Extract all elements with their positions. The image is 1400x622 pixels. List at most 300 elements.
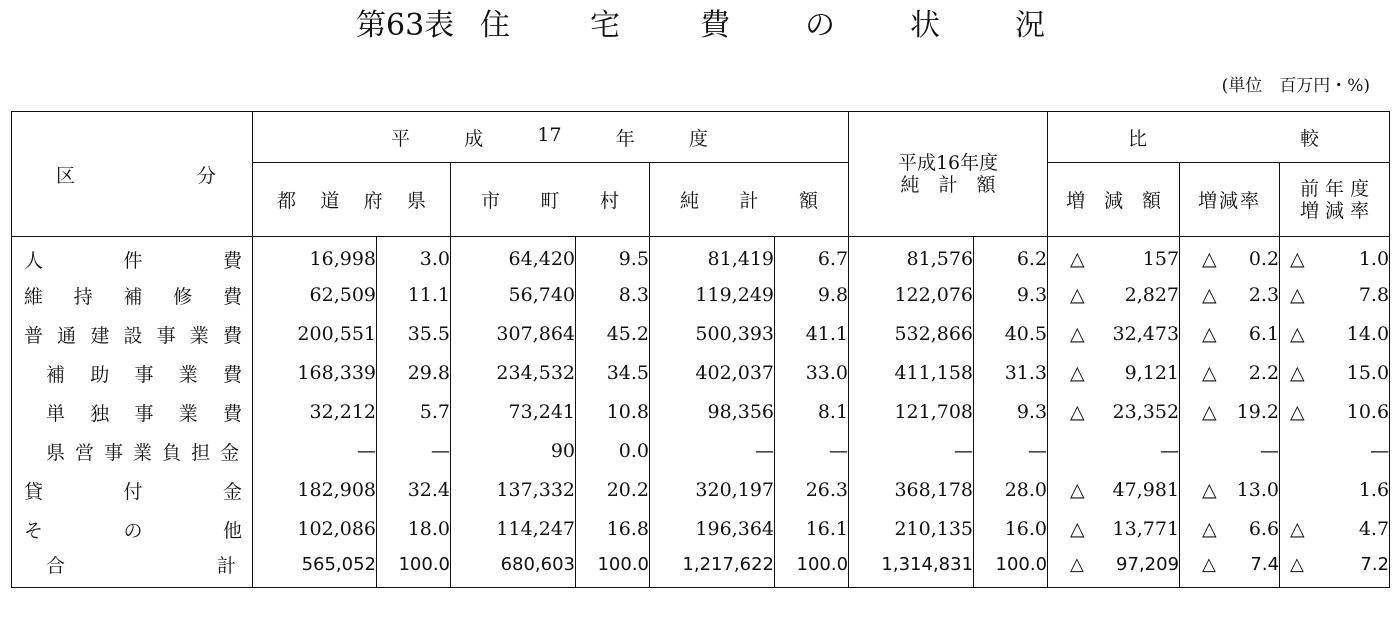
- cell-value: 9.8: [817, 284, 849, 306]
- cell-prev-pct: [974, 471, 1048, 510]
- cell-net: [650, 237, 775, 276]
- row-label-char: 計: [216, 555, 236, 578]
- cell-value: 11.1: [407, 284, 450, 306]
- row-label-char: の: [123, 519, 143, 542]
- cell-value: 15.0: [1346, 362, 1390, 384]
- cell-net: [650, 549, 775, 588]
- cell-value: 23,352: [1112, 401, 1180, 423]
- cell-value: 2,827: [1124, 284, 1180, 306]
- cell-value: 16.1: [805, 518, 849, 540]
- cell-value: —: [1260, 440, 1280, 462]
- cell-muni: [451, 432, 576, 471]
- header-text: 較: [1300, 127, 1320, 150]
- row-label-char: 費: [222, 249, 242, 272]
- cell-value: 102,086: [297, 518, 376, 540]
- row-label-char: 件: [123, 249, 143, 272]
- cell-pref: [253, 510, 377, 549]
- header-text: 府: [363, 190, 383, 212]
- cell-net-pct: [775, 549, 849, 588]
- cell-value: 234,532: [496, 362, 575, 384]
- table-row: [12, 471, 1390, 510]
- cell-prev: [849, 315, 974, 354]
- cell-pref: [253, 354, 377, 393]
- unit-note: (単位 百万円・%): [1221, 76, 1370, 96]
- cell-prev: [849, 471, 974, 510]
- cell-prev-pct: [974, 432, 1048, 471]
- cell-muni: [451, 393, 576, 432]
- row-label-char: 設: [123, 324, 143, 347]
- cell-pref-pct: [377, 393, 451, 432]
- row-label-char: 業: [133, 441, 159, 464]
- cell-value: 100.0: [796, 554, 849, 576]
- cell-value: 500,393: [695, 323, 774, 345]
- cell-diff: [1048, 276, 1180, 315]
- header-prefectures: [253, 163, 451, 237]
- cell-value: 81,419: [707, 248, 774, 271]
- cell-value: 411,158: [894, 362, 974, 384]
- cell-diff: [1048, 549, 1180, 588]
- cell-value: 1,217,622: [682, 554, 774, 576]
- row-label-char: 費: [222, 363, 242, 386]
- cell-rate: [1180, 354, 1280, 393]
- title-char: の: [805, 8, 835, 43]
- cell-yoy: [1280, 432, 1390, 471]
- cell-value: 32,473: [1112, 323, 1180, 345]
- cell-value: 100.0: [597, 554, 649, 576]
- cell-muni: [451, 354, 576, 393]
- cell-net: [650, 393, 775, 432]
- cell-value: 368,178: [894, 479, 974, 501]
- cell-value: 34.5: [606, 362, 649, 384]
- cell-net-pct: [775, 432, 849, 471]
- negative-marker: △: [1070, 248, 1085, 271]
- cell-value: 9.5: [618, 248, 649, 271]
- row-label-char: 金: [220, 441, 246, 464]
- row-label-char: 人: [24, 249, 44, 272]
- cell-value: 73,241: [508, 401, 575, 423]
- cell-value: 16.0: [1004, 518, 1048, 540]
- title-char: 況: [1015, 8, 1045, 43]
- cell-value: 64,420: [508, 248, 575, 271]
- header-text: 純 計 額: [900, 174, 996, 196]
- page-title: [0, 4, 1400, 48]
- header-text: 前 年 度: [1300, 177, 1370, 200]
- cell-value: 210,135: [894, 518, 974, 540]
- cell-yoy: [1280, 276, 1390, 315]
- row-label-char: 事: [134, 363, 154, 386]
- row-label-char: 担: [191, 441, 217, 464]
- cell-value: 20.2: [606, 479, 649, 501]
- cell-value: 10.8: [606, 401, 649, 423]
- row-label-char: 業: [178, 402, 198, 425]
- header-text: 平: [391, 127, 411, 150]
- cell-net-pct: [775, 471, 849, 510]
- cell-net: [650, 471, 775, 510]
- negative-marker: △: [1290, 323, 1305, 345]
- negative-marker: △: [1070, 401, 1085, 423]
- header-text: 県: [406, 190, 426, 212]
- row-label-char: 業: [178, 363, 198, 386]
- cell-rate: [1180, 276, 1280, 315]
- table-row: [12, 237, 1390, 276]
- cell-value: —: [954, 440, 974, 462]
- cell-value: 14.0: [1346, 323, 1390, 345]
- header-text: 平成16年度: [897, 152, 999, 174]
- row-label-char: 独: [90, 402, 110, 425]
- cell-pref-pct: [377, 510, 451, 549]
- negative-marker: △: [1070, 479, 1085, 501]
- cell-pref-pct: [377, 276, 451, 315]
- negative-marker: △: [1202, 362, 1217, 384]
- cell-value: 13,771: [1112, 518, 1180, 540]
- cell-value: 6.2: [1016, 248, 1048, 271]
- row-label: [12, 315, 253, 354]
- cell-value: 2.2: [1248, 362, 1280, 384]
- cell-value: 18.0: [407, 518, 450, 540]
- cell-pref: [253, 549, 377, 588]
- cell-diff: [1048, 432, 1180, 471]
- cell-yoy: [1280, 237, 1390, 276]
- row-label: [12, 393, 253, 432]
- cell-value: 32.4: [407, 479, 450, 501]
- cell-value: 6.1: [1248, 323, 1280, 345]
- cell-muni-pct: [576, 276, 650, 315]
- cell-yoy: [1280, 471, 1390, 510]
- cell-value: 8.3: [618, 284, 649, 306]
- cell-value: 4.7: [1358, 518, 1390, 540]
- cell-rate: [1180, 315, 1280, 354]
- cell-prev: [849, 510, 974, 549]
- row-label-char: 事: [156, 324, 176, 347]
- negative-marker: △: [1290, 554, 1304, 576]
- cell-value: —: [1028, 440, 1048, 462]
- cell-muni: [451, 315, 576, 354]
- cell-diff: [1048, 315, 1180, 354]
- cell-value: 26.3: [805, 479, 849, 501]
- cell-value: 13.0: [1236, 479, 1280, 501]
- table-row: [12, 276, 1390, 315]
- row-label: [12, 432, 253, 471]
- row-label-char: 付: [123, 480, 143, 503]
- negative-marker: △: [1290, 284, 1305, 306]
- header-text: 増: [1066, 190, 1086, 212]
- cell-muni: [451, 549, 576, 588]
- cell-prev: [849, 549, 974, 588]
- cell-rate: [1180, 237, 1280, 276]
- cell-diff: [1048, 237, 1180, 276]
- cell-value: 45.2: [606, 323, 649, 345]
- cell-value: —: [1370, 440, 1390, 462]
- cell-prev: [849, 393, 974, 432]
- cell-net: [650, 315, 775, 354]
- row-label-char: 県: [46, 441, 72, 464]
- row-label-char: 事: [104, 441, 130, 464]
- cell-prev-pct: [974, 510, 1048, 549]
- header-text: 減: [1104, 190, 1124, 212]
- header-text: 純: [680, 190, 700, 212]
- header-text: 増 減 率: [1300, 199, 1370, 222]
- row-label-char: 補: [46, 363, 66, 386]
- cell-diff: [1048, 471, 1180, 510]
- table-row: [12, 354, 1390, 393]
- cell-value: 3.0: [419, 248, 450, 271]
- cell-value: 16.8: [606, 518, 649, 540]
- cell-yoy: [1280, 315, 1390, 354]
- cell-rate: [1180, 393, 1280, 432]
- cell-value: 0.0: [618, 440, 649, 462]
- cell-value: —: [357, 440, 376, 462]
- header-prev-year: [849, 112, 1048, 237]
- header-fiscal-year: [253, 112, 849, 163]
- cell-value: 6.7: [817, 248, 849, 271]
- cell-value: 532,866: [894, 323, 974, 345]
- cell-value: 7.2: [1360, 554, 1390, 576]
- cell-prev-pct: [974, 237, 1048, 276]
- header-text: 増減率: [1198, 190, 1262, 212]
- title-char: 宅: [590, 8, 620, 43]
- cell-value: 35.5: [407, 323, 450, 345]
- row-label-char: 他: [222, 519, 242, 542]
- header-text: 計: [739, 190, 759, 212]
- header-category: [12, 112, 253, 237]
- table-row: [12, 393, 1390, 432]
- row-label-char: 事: [134, 402, 154, 425]
- cell-prev: [849, 237, 974, 276]
- cell-prev-pct: [974, 315, 1048, 354]
- cell-value: 56,740: [508, 284, 575, 306]
- cell-prev: [849, 354, 974, 393]
- cell-muni-pct: [576, 354, 650, 393]
- cell-rate: [1180, 510, 1280, 549]
- cell-value: 119,249: [695, 284, 774, 306]
- cell-net-pct: [775, 510, 849, 549]
- cell-value: 5.7: [419, 401, 450, 423]
- cell-value: 565,052: [301, 554, 376, 576]
- cell-value: 680,603: [500, 554, 575, 576]
- cell-value: 307,864: [496, 323, 575, 345]
- cell-prev-pct: [974, 549, 1048, 588]
- header-text: 都: [277, 190, 297, 212]
- header-net-total: [650, 163, 849, 237]
- cell-value: 157: [1142, 248, 1180, 271]
- cell-muni-pct: [576, 471, 650, 510]
- row-label-char: 普: [24, 324, 44, 347]
- negative-marker: △: [1202, 284, 1217, 306]
- cell-value: 31.3: [1004, 362, 1048, 384]
- header-text: 区: [56, 164, 76, 187]
- cell-rate: [1180, 432, 1280, 471]
- cell-value: 7.8: [1358, 284, 1390, 306]
- cell-value: 33.0: [805, 362, 849, 384]
- table-number: 第63表: [356, 8, 455, 43]
- cell-pref-pct: [377, 237, 451, 276]
- cell-pref: [253, 237, 377, 276]
- cell-muni: [451, 237, 576, 276]
- cell-net-pct: [775, 393, 849, 432]
- cell-value: 16,998: [309, 248, 376, 271]
- row-label: [12, 237, 253, 276]
- title-char: 状: [910, 8, 940, 43]
- cell-muni-pct: [576, 237, 650, 276]
- cell-value: 1.6: [1358, 479, 1390, 501]
- negative-marker: △: [1070, 362, 1085, 384]
- row-label-char: 修: [173, 285, 193, 308]
- header-text: 市: [481, 190, 501, 212]
- cell-value: 32,212: [309, 401, 376, 423]
- cell-value: 100.0: [398, 554, 450, 576]
- cell-pref-pct: [377, 471, 451, 510]
- cell-muni-pct: [576, 510, 650, 549]
- cell-value: 6.6: [1248, 518, 1280, 540]
- cell-value: 9,121: [1124, 362, 1180, 384]
- cell-diff: [1048, 510, 1180, 549]
- cell-diff: [1048, 354, 1180, 393]
- table-row: [12, 549, 1390, 588]
- cell-prev-pct: [974, 393, 1048, 432]
- cell-value: 137,332: [496, 479, 575, 501]
- title-char: 費: [700, 8, 730, 43]
- negative-marker: △: [1070, 284, 1085, 306]
- cell-pref-pct: [377, 354, 451, 393]
- cell-rate: [1180, 549, 1280, 588]
- cell-value: 196,364: [695, 518, 774, 540]
- row-label: [12, 471, 253, 510]
- row-label-char: そ: [24, 519, 44, 542]
- negative-marker: △: [1202, 248, 1217, 271]
- header-change-amount: [1048, 163, 1180, 237]
- row-label: [12, 276, 253, 315]
- row-label-char: 維: [24, 285, 44, 308]
- cell-net-pct: [775, 354, 849, 393]
- cell-value: 19.2: [1236, 401, 1280, 423]
- row-label: [12, 354, 253, 393]
- cell-net-pct: [775, 315, 849, 354]
- cell-value: 28.0: [1004, 479, 1048, 501]
- row-label-char: 貸: [24, 480, 44, 503]
- cell-value: 7.4: [1250, 554, 1280, 576]
- cell-yoy: [1280, 549, 1390, 588]
- negative-marker: △: [1290, 518, 1305, 540]
- row-label-char: 費: [222, 402, 242, 425]
- cell-value: —: [431, 440, 450, 462]
- cell-pref: [253, 471, 377, 510]
- cell-value: 41.1: [805, 323, 849, 345]
- table-row: [12, 510, 1390, 549]
- negative-marker: △: [1202, 479, 1217, 501]
- cell-muni: [451, 471, 576, 510]
- cell-yoy: [1280, 510, 1390, 549]
- header-text: 分: [196, 164, 216, 187]
- cell-muni-pct: [576, 432, 650, 471]
- cell-pref-pct: [377, 432, 451, 471]
- negative-marker: △: [1070, 518, 1085, 540]
- table-header: [12, 112, 1390, 237]
- negative-marker: △: [1202, 323, 1217, 345]
- negative-marker: △: [1290, 248, 1305, 271]
- cell-value: 320,197: [695, 479, 774, 501]
- negative-marker: △: [1290, 362, 1305, 384]
- cell-pref: [253, 393, 377, 432]
- header-text: 額: [1142, 190, 1162, 212]
- cell-value: 122,076: [894, 284, 974, 306]
- table-body: [12, 237, 1390, 588]
- cell-value: —: [829, 440, 849, 462]
- row-label-char: 業: [189, 324, 209, 347]
- header-yoy-rate: [1280, 163, 1390, 237]
- cell-prev: [849, 432, 974, 471]
- negative-marker: △: [1202, 401, 1217, 423]
- cell-value: 90: [550, 440, 575, 462]
- cell-value: 0.2: [1248, 248, 1280, 271]
- cell-pref: [253, 276, 377, 315]
- cell-pref: [253, 315, 377, 354]
- cell-value: 8.1: [817, 401, 849, 423]
- cell-value: 98,356: [707, 401, 774, 423]
- cell-pref: [253, 432, 377, 471]
- negative-marker: △: [1202, 518, 1217, 540]
- cell-value: 402,037: [695, 362, 774, 384]
- cell-muni: [451, 510, 576, 549]
- cell-net-pct: [775, 276, 849, 315]
- cell-prev-pct: [974, 276, 1048, 315]
- cell-value: 62,509: [309, 284, 376, 306]
- negative-marker: △: [1290, 401, 1305, 423]
- cell-muni-pct: [576, 393, 650, 432]
- cell-net: [650, 432, 775, 471]
- negative-marker: △: [1070, 554, 1084, 576]
- cell-value: —: [755, 440, 774, 462]
- cell-muni-pct: [576, 549, 650, 588]
- row-label: [12, 510, 253, 549]
- cell-value: 200,551: [297, 323, 376, 345]
- header-text: 度: [688, 127, 708, 150]
- row-label-char: 建: [90, 324, 110, 347]
- header-text: 道: [320, 190, 340, 212]
- cell-value: —: [1160, 440, 1180, 462]
- cell-pref-pct: [377, 315, 451, 354]
- negative-marker: △: [1070, 323, 1085, 345]
- cell-value: 1.0: [1358, 248, 1390, 271]
- cell-value: 121,708: [894, 401, 974, 423]
- cell-value: 81,576: [906, 248, 974, 271]
- cell-muni-pct: [576, 315, 650, 354]
- row-label-char: 負: [162, 441, 188, 464]
- header-text: 比: [1128, 127, 1148, 150]
- table-row: [12, 432, 1390, 471]
- cell-value: 100.0: [995, 554, 1048, 576]
- cell-net: [650, 276, 775, 315]
- cell-net: [650, 510, 775, 549]
- cell-value: 9.3: [1016, 284, 1048, 306]
- header-comparison: [1048, 112, 1390, 163]
- cell-yoy: [1280, 393, 1390, 432]
- row-label-char: 助: [90, 363, 110, 386]
- cell-muni: [451, 276, 576, 315]
- header-text: 成: [464, 127, 484, 150]
- header-municipalities: [451, 163, 650, 237]
- cell-net: [650, 354, 775, 393]
- negative-marker: △: [1202, 554, 1216, 576]
- header-text: 額: [799, 190, 819, 212]
- cell-rate: [1180, 471, 1280, 510]
- cell-net-pct: [775, 237, 849, 276]
- header-change-rate: [1180, 163, 1280, 237]
- housing-cost-table: [11, 111, 1390, 588]
- header-text: 年: [615, 127, 635, 150]
- row-label-char: 補: [123, 285, 143, 308]
- table-row: [12, 315, 1390, 354]
- row-label-char: 金: [222, 480, 242, 503]
